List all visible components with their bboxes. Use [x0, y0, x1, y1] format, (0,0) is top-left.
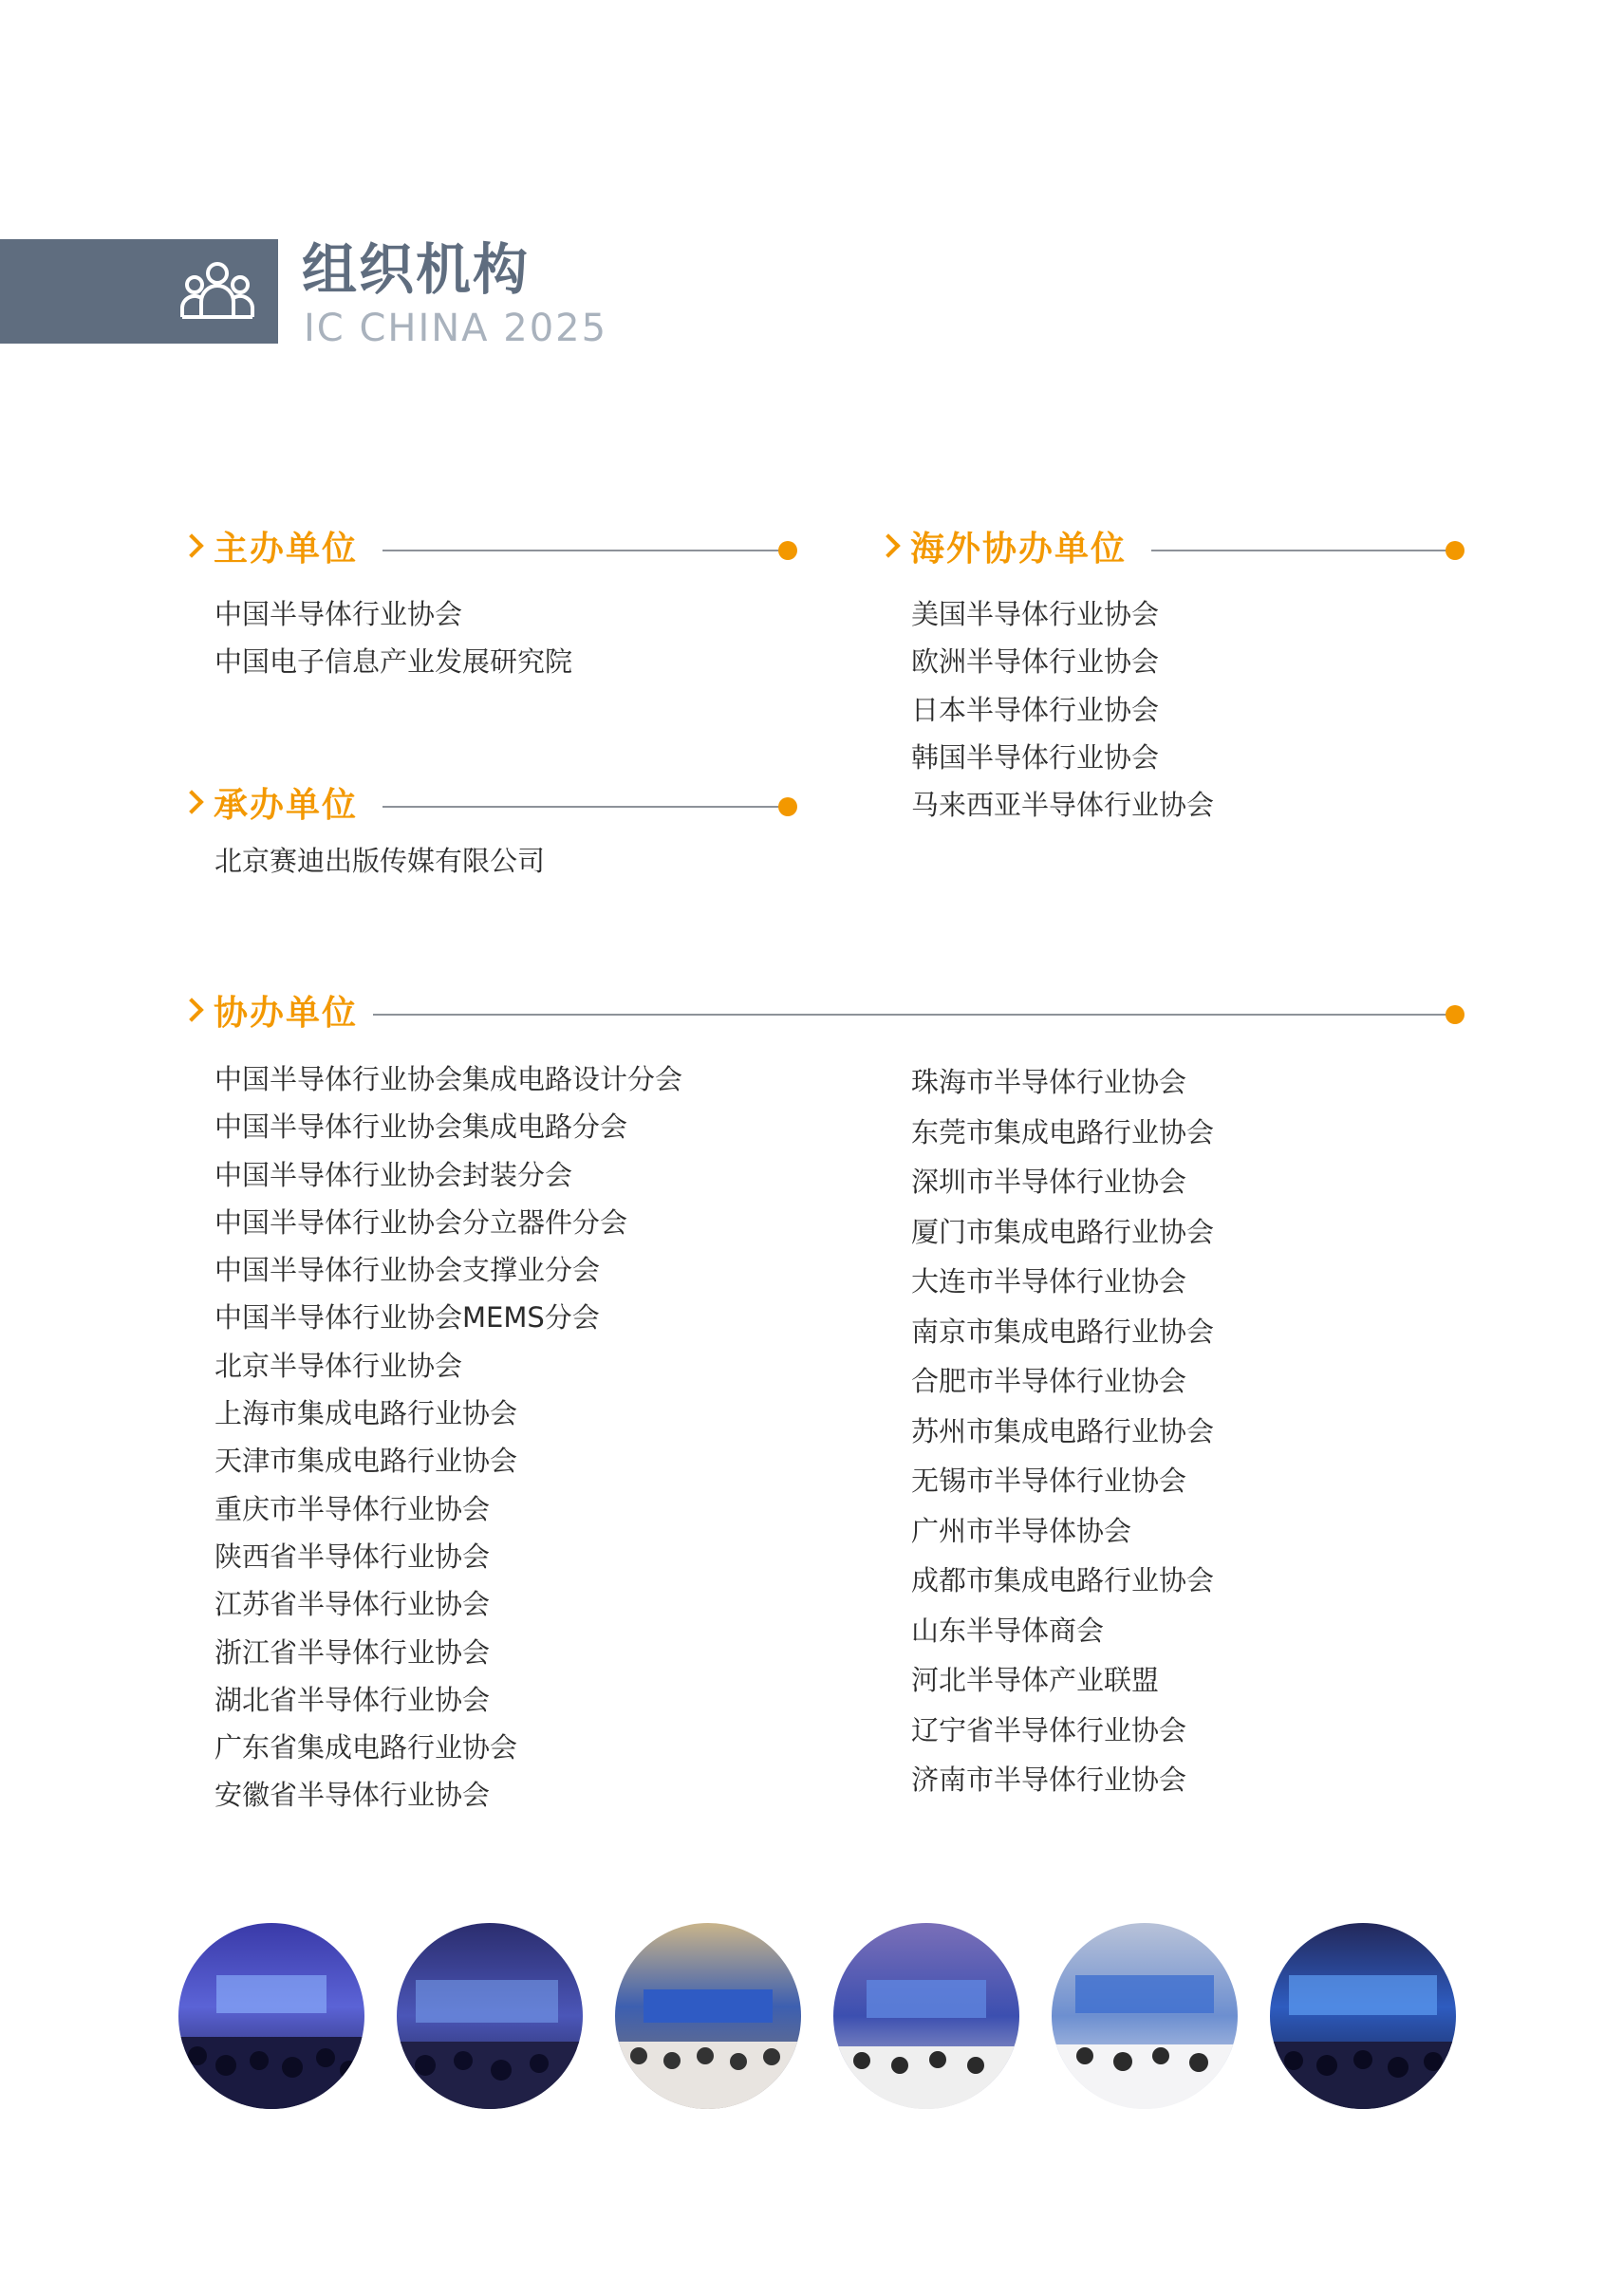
list-item: 重庆市半导体行业协会	[215, 1492, 491, 1525]
conference-photo	[397, 1923, 583, 2109]
list-item: 东莞市集成电路行业协会	[911, 1115, 1215, 1148]
overseas-list	[911, 590, 1214, 829]
list-item: 江苏省半导体行业协会	[215, 1588, 491, 1621]
list-item: 厦门市集成电路行业协会	[911, 1215, 1215, 1248]
list-item: 中国半导体行业协会	[215, 598, 463, 630]
list-item: 中国半导体行业协会集成电路分会	[215, 1111, 628, 1144]
list-item: 安徽省半导体行业协会	[215, 1779, 491, 1812]
section-title: 海外协办单位	[910, 530, 1128, 569]
conference-photo	[1270, 1923, 1456, 2109]
co-organizers-right-list	[911, 1057, 1214, 1805]
list-item: 中国半导体行业协会封装分会	[215, 1158, 573, 1191]
list-item: 韩国半导体行业协会	[911, 740, 1160, 774]
list-item: 辽宁省半导体行业协会	[911, 1713, 1187, 1746]
chevron-right-icon	[179, 790, 203, 813]
section-heading-co-organizers	[183, 992, 1468, 1039]
dot-marker	[1446, 541, 1464, 560]
list-item: 中国半导体行业协会支撑业分会	[215, 1254, 601, 1287]
section-title: 承办单位	[214, 786, 359, 825]
list-item: 北京赛迪出版传媒有限公司	[215, 845, 546, 877]
conference-photo	[833, 1923, 1019, 2109]
page-title: 组织机构	[302, 237, 531, 302]
chevron-right-icon	[179, 533, 203, 557]
list-item: 苏州市集成电路行业协会	[911, 1414, 1215, 1447]
page-subtitle: IC CHINA 2025	[304, 307, 608, 350]
list-item: 陕西省半导体行业协会	[215, 1540, 491, 1573]
list-item: 欧洲半导体行业协会	[911, 645, 1160, 679]
chevron-right-icon	[876, 533, 900, 557]
conference-photo	[615, 1923, 801, 2109]
dot-marker	[778, 541, 797, 560]
list-item: 日本半导体行业协会	[911, 693, 1160, 726]
list-item: 中国电子信息产业发展研究院	[215, 645, 573, 679]
divider	[1151, 550, 1447, 551]
section-title: 主办单位	[214, 530, 359, 569]
list-item: 中国半导体行业协会分立器件分会	[215, 1205, 628, 1239]
list-item: 美国半导体行业协会	[911, 598, 1160, 630]
list-item: 成都市集成电路行业协会	[911, 1564, 1215, 1596]
list-item: 济南市半导体行业协会	[911, 1764, 1187, 1796]
list-item: 珠海市半导体行业协会	[911, 1066, 1187, 1098]
list-item: 湖北省半导体行业协会	[215, 1683, 491, 1716]
list-item: 天津市集成电路行业协会	[215, 1445, 518, 1478]
list-item: 广州市半导体协会	[911, 1514, 1132, 1547]
list-item: 浙江省半导体行业协会	[215, 1635, 491, 1669]
list-item: 无锡市半导体行业协会	[911, 1465, 1187, 1497]
section-heading-organizer	[183, 784, 800, 831]
section-title: 协办单位	[214, 994, 359, 1033]
section-heading-host	[183, 528, 800, 575]
list-item: 上海市集成电路行业协会	[215, 1397, 518, 1430]
divider	[373, 1014, 1449, 1016]
chevron-right-icon	[179, 998, 203, 1021]
list-item: 广东省集成电路行业协会	[215, 1731, 518, 1764]
dot-marker	[1446, 1005, 1464, 1024]
divider	[382, 550, 781, 551]
list-item: 合肥市半导体行业协会	[911, 1365, 1187, 1397]
dot-marker	[778, 797, 797, 816]
list-item: 马来西亚半导体行业协会	[911, 789, 1215, 822]
divider	[382, 806, 781, 808]
people-group-icon	[178, 258, 256, 327]
list-item: 中国半导体行业协会集成电路设计分会	[215, 1063, 683, 1095]
list-item: 北京半导体行业协会	[215, 1349, 463, 1382]
conference-photo	[178, 1923, 364, 2109]
co-organizers-left-list	[215, 1055, 682, 1820]
host-list	[215, 590, 572, 686]
section-heading-overseas	[880, 528, 1468, 575]
list-item: 深圳市半导体行业协会	[911, 1166, 1187, 1198]
organizer-list	[215, 837, 545, 885]
conference-photo	[1052, 1923, 1238, 2109]
list-item: 河北半导体产业联盟	[911, 1664, 1160, 1696]
list-item: 大连市半导体行业协会	[911, 1265, 1187, 1297]
list-item: 山东半导体商会	[911, 1614, 1105, 1647]
list-item: 中国半导体行业协会MEMS分会	[215, 1301, 600, 1335]
list-item: 南京市集成电路行业协会	[911, 1315, 1215, 1348]
